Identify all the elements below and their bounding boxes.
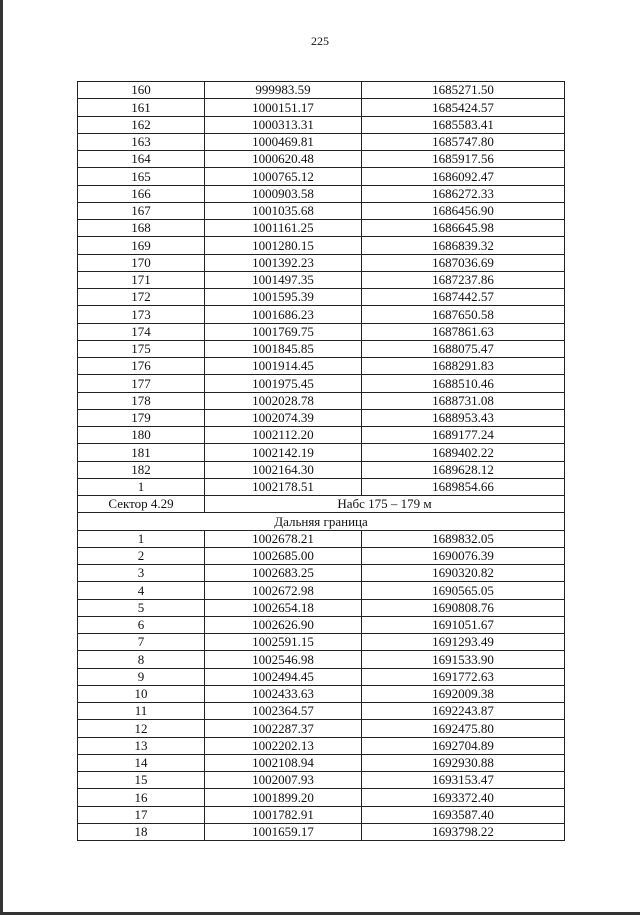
point-number: 181 bbox=[78, 444, 205, 461]
y-coordinate: 1685747.80 bbox=[362, 133, 565, 150]
point-number: 161 bbox=[78, 99, 205, 116]
point-number: 15 bbox=[78, 772, 205, 789]
table-row bbox=[78, 634, 565, 651]
point-number: 8 bbox=[78, 651, 205, 668]
y-coordinate: 1692704.89 bbox=[362, 737, 565, 754]
table-row bbox=[78, 82, 565, 99]
table-row bbox=[78, 547, 565, 564]
point-number: 10 bbox=[78, 685, 205, 702]
sector-label: Сектор 4.29 bbox=[78, 496, 205, 513]
coordinates-rows-top bbox=[78, 82, 565, 496]
x-coordinate: 1002112.20 bbox=[205, 427, 362, 444]
point-number: 2 bbox=[78, 547, 205, 564]
y-coordinate: 1691772.63 bbox=[362, 668, 565, 685]
x-coordinate: 1002678.21 bbox=[205, 530, 362, 547]
y-coordinate: 1691533.90 bbox=[362, 651, 565, 668]
table-row bbox=[78, 392, 565, 409]
table-row bbox=[78, 806, 565, 823]
x-coordinate: 1001769.75 bbox=[205, 323, 362, 340]
point-number: 7 bbox=[78, 634, 205, 651]
x-coordinate: 1002364.57 bbox=[205, 703, 362, 720]
table-row bbox=[78, 271, 565, 288]
point-number: 168 bbox=[78, 220, 205, 237]
table-row bbox=[78, 651, 565, 668]
table-row bbox=[78, 478, 565, 495]
point-number: 5 bbox=[78, 599, 205, 616]
table-row bbox=[78, 306, 565, 323]
y-coordinate: 1688510.46 bbox=[362, 375, 565, 392]
table-row bbox=[78, 668, 565, 685]
point-number: 175 bbox=[78, 340, 205, 357]
x-coordinate: 1001035.68 bbox=[205, 202, 362, 219]
y-coordinate: 1690808.76 bbox=[362, 599, 565, 616]
point-number: 180 bbox=[78, 427, 205, 444]
y-coordinate: 1689832.05 bbox=[362, 530, 565, 547]
coordinates-table bbox=[77, 81, 565, 841]
y-coordinate: 1690565.05 bbox=[362, 582, 565, 599]
y-coordinate: 1692009.38 bbox=[362, 685, 565, 702]
table-row bbox=[78, 444, 565, 461]
table-row bbox=[78, 427, 565, 444]
point-number: 169 bbox=[78, 237, 205, 254]
table-row bbox=[78, 703, 565, 720]
y-coordinate: 1688291.83 bbox=[362, 358, 565, 375]
boundary-title-row bbox=[78, 513, 565, 530]
x-coordinate: 1001914.45 bbox=[205, 358, 362, 375]
point-number: 174 bbox=[78, 323, 205, 340]
table-row bbox=[78, 254, 565, 271]
y-coordinate: 1692930.88 bbox=[362, 754, 565, 771]
table-row bbox=[78, 289, 565, 306]
table-row bbox=[78, 582, 565, 599]
y-coordinate: 1686092.47 bbox=[362, 168, 565, 185]
y-coordinate: 1689402.22 bbox=[362, 444, 565, 461]
table-row bbox=[78, 530, 565, 547]
table-row bbox=[78, 375, 565, 392]
table-row bbox=[78, 202, 565, 219]
x-coordinate: 1000620.48 bbox=[205, 151, 362, 168]
point-number: 173 bbox=[78, 306, 205, 323]
x-coordinate: 1001392.23 bbox=[205, 254, 362, 271]
y-coordinate: 1688731.08 bbox=[362, 392, 565, 409]
point-number: 13 bbox=[78, 737, 205, 754]
table-row bbox=[78, 323, 565, 340]
table-row bbox=[78, 772, 565, 789]
y-coordinate: 1687650.58 bbox=[362, 306, 565, 323]
table-row bbox=[78, 737, 565, 754]
table-row bbox=[78, 720, 565, 737]
x-coordinate: 1002202.13 bbox=[205, 737, 362, 754]
point-number: 3 bbox=[78, 565, 205, 582]
sector-header bbox=[78, 496, 565, 531]
y-coordinate: 1689628.12 bbox=[362, 461, 565, 478]
table-row bbox=[78, 151, 565, 168]
x-coordinate: 1000313.31 bbox=[205, 116, 362, 133]
x-coordinate: 1002287.37 bbox=[205, 720, 362, 737]
y-coordinate: 1685583.41 bbox=[362, 116, 565, 133]
y-coordinate: 1693587.40 bbox=[362, 806, 565, 823]
y-coordinate: 1693798.22 bbox=[362, 823, 565, 840]
point-number: 16 bbox=[78, 789, 205, 806]
scan-left-edge bbox=[0, 0, 3, 915]
table-row bbox=[78, 220, 565, 237]
table-row bbox=[78, 823, 565, 840]
table-row bbox=[78, 616, 565, 633]
point-number: 164 bbox=[78, 151, 205, 168]
x-coordinate: 1000469.81 bbox=[205, 133, 362, 150]
x-coordinate: 1001497.35 bbox=[205, 271, 362, 288]
x-coordinate: 1002591.15 bbox=[205, 634, 362, 651]
sector-height-range: Набс 175 – 179 м bbox=[205, 496, 565, 513]
point-number: 165 bbox=[78, 168, 205, 185]
x-coordinate: 1002074.39 bbox=[205, 409, 362, 426]
table-row bbox=[78, 461, 565, 478]
point-number: 6 bbox=[78, 616, 205, 633]
point-number: 171 bbox=[78, 271, 205, 288]
point-number: 172 bbox=[78, 289, 205, 306]
coordinates-rows-bottom bbox=[78, 530, 565, 841]
y-coordinate: 1691293.49 bbox=[362, 634, 565, 651]
point-number: 1 bbox=[78, 478, 205, 495]
x-coordinate: 1002626.90 bbox=[205, 616, 362, 633]
y-coordinate: 1693153.47 bbox=[362, 772, 565, 789]
x-coordinate: 1000151.17 bbox=[205, 99, 362, 116]
table-row bbox=[78, 565, 565, 582]
point-number: 9 bbox=[78, 668, 205, 685]
x-coordinate: 1002108.94 bbox=[205, 754, 362, 771]
x-coordinate: 1002142.19 bbox=[205, 444, 362, 461]
y-coordinate: 1686456.90 bbox=[362, 202, 565, 219]
table-row bbox=[78, 116, 565, 133]
y-coordinate: 1690320.82 bbox=[362, 565, 565, 582]
table-row bbox=[78, 133, 565, 150]
x-coordinate: 1000903.58 bbox=[205, 185, 362, 202]
table-row bbox=[78, 168, 565, 185]
y-coordinate: 1688953.43 bbox=[362, 409, 565, 426]
x-coordinate: 1002007.93 bbox=[205, 772, 362, 789]
point-number: 179 bbox=[78, 409, 205, 426]
x-coordinate: 1002654.18 bbox=[205, 599, 362, 616]
y-coordinate: 1686839.32 bbox=[362, 237, 565, 254]
y-coordinate: 1689177.24 bbox=[362, 427, 565, 444]
y-coordinate: 1685917.56 bbox=[362, 151, 565, 168]
x-coordinate: 1001659.17 bbox=[205, 823, 362, 840]
point-number: 166 bbox=[78, 185, 205, 202]
point-number: 167 bbox=[78, 202, 205, 219]
y-coordinate: 1691051.67 bbox=[362, 616, 565, 633]
x-coordinate: 1001845.85 bbox=[205, 340, 362, 357]
point-number: 177 bbox=[78, 375, 205, 392]
x-coordinate: 1002494.45 bbox=[205, 668, 362, 685]
table-row bbox=[78, 185, 565, 202]
x-coordinate: 1001595.39 bbox=[205, 289, 362, 306]
y-coordinate: 1685271.50 bbox=[362, 82, 565, 99]
table-row bbox=[78, 789, 565, 806]
x-coordinate: 1001899.20 bbox=[205, 789, 362, 806]
x-coordinate: 1000765.12 bbox=[205, 168, 362, 185]
y-coordinate: 1692243.87 bbox=[362, 703, 565, 720]
x-coordinate: 1002685.00 bbox=[205, 547, 362, 564]
x-coordinate: 1002178.51 bbox=[205, 478, 362, 495]
x-coordinate: 1001280.15 bbox=[205, 237, 362, 254]
point-number: 12 bbox=[78, 720, 205, 737]
x-coordinate: 1002546.98 bbox=[205, 651, 362, 668]
x-coordinate: 999983.59 bbox=[205, 82, 362, 99]
y-coordinate: 1687237.86 bbox=[362, 271, 565, 288]
x-coordinate: 1002672.98 bbox=[205, 582, 362, 599]
x-coordinate: 1002028.78 bbox=[205, 392, 362, 409]
point-number: 163 bbox=[78, 133, 205, 150]
y-coordinate: 1686645.98 bbox=[362, 220, 565, 237]
y-coordinate: 1688075.47 bbox=[362, 340, 565, 357]
point-number: 1 bbox=[78, 530, 205, 547]
y-coordinate: 1687442.57 bbox=[362, 289, 565, 306]
point-number: 17 bbox=[78, 806, 205, 823]
table-row bbox=[78, 409, 565, 426]
x-coordinate: 1001975.45 bbox=[205, 375, 362, 392]
y-coordinate: 1693372.40 bbox=[362, 789, 565, 806]
point-number: 162 bbox=[78, 116, 205, 133]
boundary-title: Дальняя граница bbox=[78, 513, 565, 530]
table-row bbox=[78, 599, 565, 616]
table-row bbox=[78, 358, 565, 375]
x-coordinate: 1001782.91 bbox=[205, 806, 362, 823]
y-coordinate: 1686272.33 bbox=[362, 185, 565, 202]
page-number: 225 bbox=[311, 34, 329, 48]
x-coordinate: 1001686.23 bbox=[205, 306, 362, 323]
table-row bbox=[78, 99, 565, 116]
x-coordinate: 1002164.30 bbox=[205, 461, 362, 478]
y-coordinate: 1689854.66 bbox=[362, 478, 565, 495]
table-row bbox=[78, 237, 565, 254]
point-number: 18 bbox=[78, 823, 205, 840]
point-number: 160 bbox=[78, 82, 205, 99]
point-number: 14 bbox=[78, 754, 205, 771]
y-coordinate: 1687036.69 bbox=[362, 254, 565, 271]
table-row bbox=[78, 754, 565, 771]
x-coordinate: 1002433.63 bbox=[205, 685, 362, 702]
sector-row bbox=[78, 496, 565, 513]
x-coordinate: 1001161.25 bbox=[205, 220, 362, 237]
point-number: 11 bbox=[78, 703, 205, 720]
point-number: 176 bbox=[78, 358, 205, 375]
y-coordinate: 1690076.39 bbox=[362, 547, 565, 564]
y-coordinate: 1685424.57 bbox=[362, 99, 565, 116]
point-number: 170 bbox=[78, 254, 205, 271]
table-row bbox=[78, 340, 565, 357]
point-number: 182 bbox=[78, 461, 205, 478]
point-number: 4 bbox=[78, 582, 205, 599]
table-row bbox=[78, 685, 565, 702]
y-coordinate: 1692475.80 bbox=[362, 720, 565, 737]
x-coordinate: 1002683.25 bbox=[205, 565, 362, 582]
point-number: 178 bbox=[78, 392, 205, 409]
y-coordinate: 1687861.63 bbox=[362, 323, 565, 340]
